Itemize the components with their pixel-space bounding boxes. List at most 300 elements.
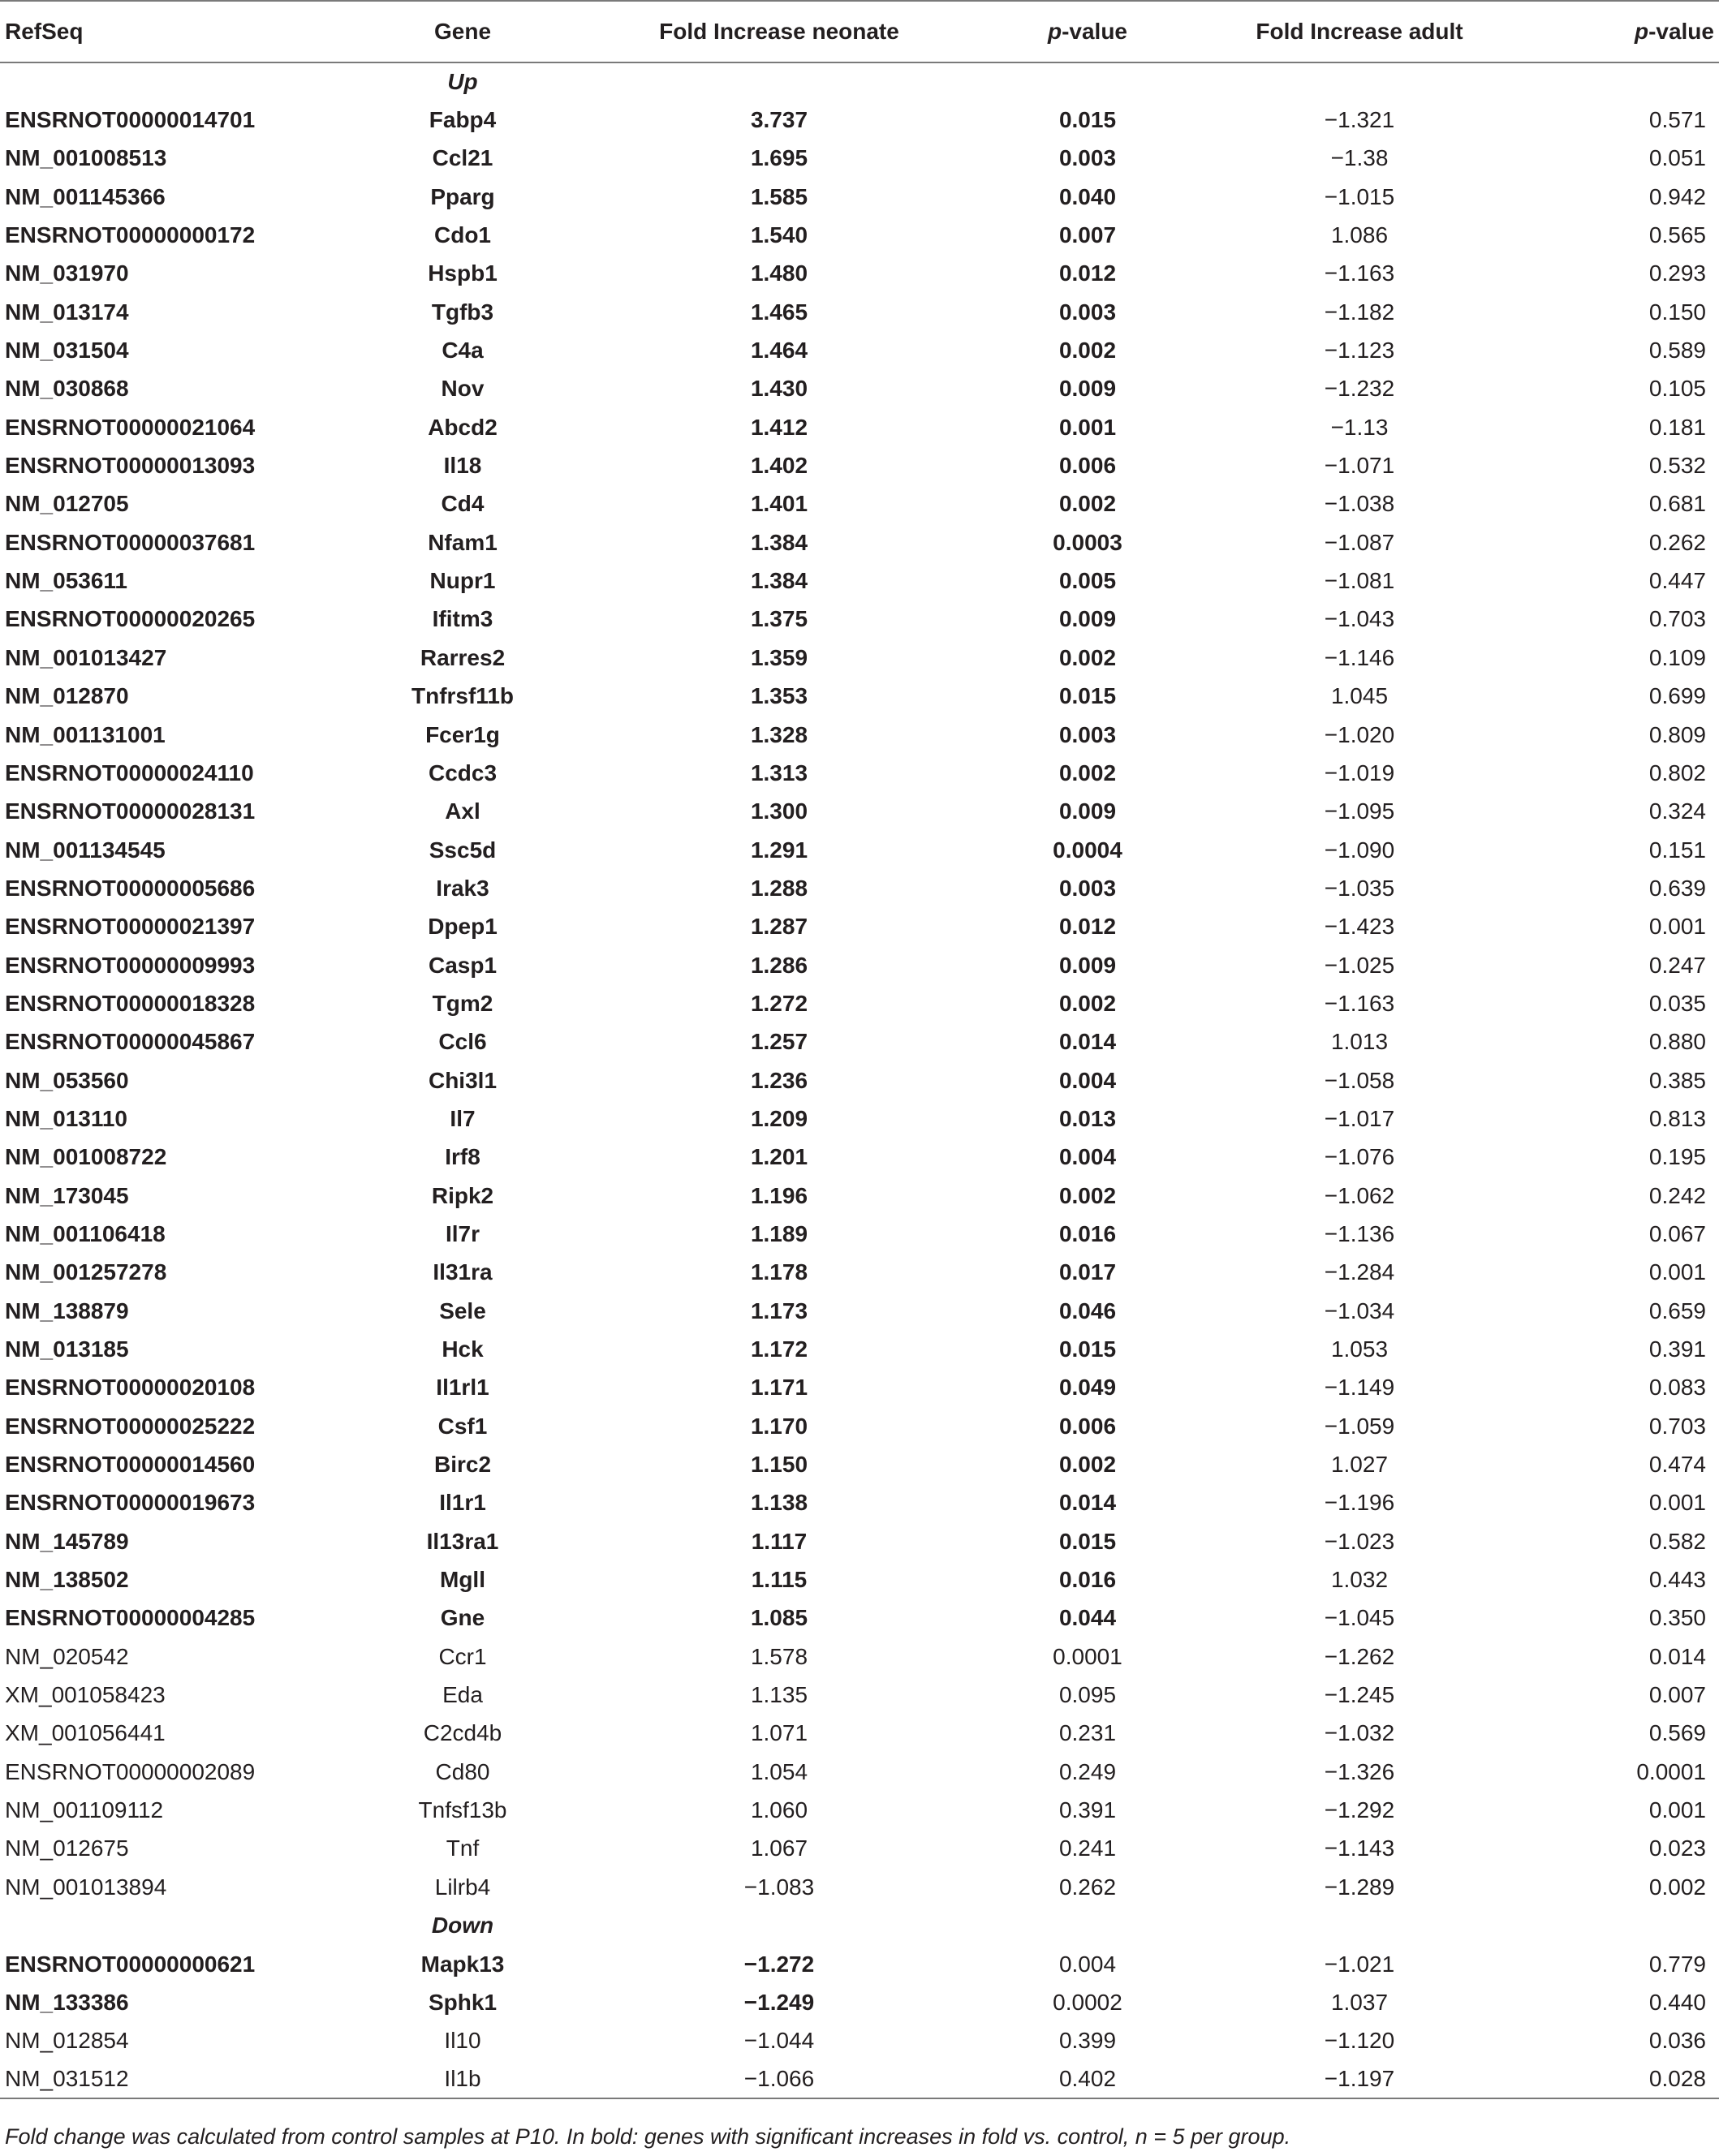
p-value-adult-cell: 0.639 — [1648, 875, 1706, 901]
fold-neonate-cell: 1.209 — [750, 1105, 808, 1131]
section-row-down — [0, 1907, 1719, 1945]
p-value-neonate-cell: 0.004 — [1058, 1144, 1117, 1170]
gene-cell: Il1r1 — [439, 1490, 486, 1516]
fold-neonate-cell: 1.189 — [750, 1220, 808, 1246]
fold-adult-cell: 1.045 — [1330, 683, 1389, 709]
p-value-adult-cell: 0.569 — [1648, 1720, 1706, 1746]
refseq-cell: NM_031512 — [0, 2060, 357, 2098]
p-value-neonate-cell: 0.095 — [1058, 1682, 1117, 1708]
p-value-neonate-cell: 0.009 — [1058, 606, 1117, 632]
fold-adult-cell: 1.027 — [1330, 1452, 1389, 1478]
gene-cell: Irak3 — [436, 875, 489, 901]
refseq-cell: NM_001013894 — [5, 1874, 167, 1900]
refseq-cell: NM_012705 — [5, 491, 129, 517]
refseq-cell: ENSRNOT00000037681 — [5, 529, 256, 555]
gene-cell: Cdo1 — [434, 222, 491, 248]
p-value-neonate-cell: 0.004 — [1058, 1067, 1117, 1093]
table-row — [0, 1945, 1719, 1983]
table-row — [0, 716, 1719, 754]
table-row — [0, 293, 1719, 331]
fold-adult-cell: −1.076 — [1324, 1144, 1395, 1170]
gene-cell: Axl — [445, 798, 480, 824]
fold-adult-cell: −1.015 — [1324, 183, 1395, 209]
table-row — [0, 255, 1719, 293]
fold-neonate-cell: 1.117 — [751, 1528, 808, 1554]
gene-cell: Il13ra1 — [426, 1528, 499, 1554]
fold-neonate-cell: 1.300 — [750, 798, 808, 824]
p-value-adult-cell: 0.109 — [1648, 644, 1706, 670]
p-value-neonate-cell: 0.001 — [1058, 414, 1117, 440]
p-value-adult-cell: 0.001 — [1648, 914, 1706, 940]
refseq-cell: NM_001257278 — [5, 1259, 167, 1285]
gene-cell: Birc2 — [433, 1452, 492, 1478]
table-row — [0, 1522, 1719, 1560]
p-value-adult-cell: 0.681 — [1648, 491, 1706, 517]
p-value-neonate-cell: 0.015 — [1058, 1528, 1117, 1554]
p-value-neonate-cell: 0.005 — [1058, 568, 1117, 594]
fold-adult-cell: −1.289 — [1324, 1874, 1395, 1900]
p-value-adult-cell: 0.151 — [1648, 837, 1706, 863]
table-row — [0, 562, 1719, 600]
fold-adult-cell: −1.090 — [1324, 837, 1395, 863]
fold-neonate-cell: 1.540 — [750, 222, 808, 248]
p-value-neonate-cell: 0.015 — [1058, 683, 1117, 709]
fold-adult-cell: −1.087 — [1324, 529, 1395, 555]
fold-adult-cell: −1.232 — [1324, 376, 1395, 402]
gene-cell: Fcer1g — [425, 721, 500, 747]
table-row — [0, 446, 1719, 484]
table-row — [0, 1100, 1719, 1138]
fold-neonate-cell: 1.695 — [750, 145, 808, 171]
fold-adult-cell: −1.120 — [1324, 2028, 1395, 2054]
table-row — [0, 793, 1719, 831]
refseq-cell: ENSRNOT00000018328 — [5, 990, 256, 1016]
gene-cell: Pparg — [430, 183, 495, 209]
refseq-cell: NM_145789 — [5, 1528, 129, 1554]
p-value-neonate-cell: 0.402 — [990, 2060, 1185, 2098]
fold-neonate-cell: 1.359 — [750, 644, 808, 670]
gene-cell: Gne — [440, 1605, 485, 1631]
p-value-neonate-cell: 0.014 — [1058, 1029, 1117, 1055]
table-row — [0, 1407, 1719, 1445]
p-value-adult-cell: 0.195 — [1648, 1144, 1706, 1170]
fold-neonate-cell: −1.083 — [743, 1874, 815, 1900]
section-label-down: Down — [431, 1913, 494, 1939]
fold-adult-cell: −1.163 — [1324, 990, 1395, 1016]
refseq-cell: NM_013185 — [5, 1336, 129, 1362]
refseq-cell: NM_133386 — [5, 1989, 129, 2015]
fold-neonate-cell: −1.044 — [743, 2028, 815, 2054]
fold-adult-cell: −1.38 — [1330, 145, 1389, 171]
gene-cell: Chi3l1 — [428, 1067, 498, 1093]
fold-neonate-cell: 1.585 — [750, 183, 808, 209]
gene-cell: Irf8 — [445, 1144, 480, 1170]
table-row — [0, 1254, 1719, 1292]
header-p-value-neonate — [990, 1, 1185, 62]
refseq-cell: NM_001013427 — [5, 644, 167, 670]
table-row — [0, 639, 1719, 677]
header-gene: Gene — [357, 1, 568, 62]
gene-cell: Tgfb3 — [431, 299, 494, 325]
p-value-neonate-cell: 0.002 — [1058, 990, 1117, 1016]
p-value-adult-cell: 0.067 — [1648, 1220, 1706, 1246]
p-value-neonate-cell: 0.017 — [1058, 1259, 1117, 1285]
p-value-neonate-cell: 0.002 — [1058, 644, 1117, 670]
p-value-neonate-cell: 0.040 — [1058, 183, 1117, 209]
table-row — [0, 178, 1719, 216]
p-value-neonate-cell: 0.046 — [1058, 1297, 1117, 1323]
p-value-adult-cell: 0.293 — [1648, 260, 1706, 286]
refseq-cell: NM_001145366 — [5, 183, 166, 209]
refseq-cell: NM_053560 — [5, 1067, 129, 1093]
p-value-neonate-cell: 0.241 — [1058, 1835, 1117, 1861]
gene-cell: Ccl21 — [432, 145, 493, 171]
table-row — [0, 1637, 1719, 1676]
p-value-neonate-cell: 0.015 — [1058, 1336, 1117, 1362]
fold-neonate-cell: 1.384 — [750, 529, 808, 555]
gene-cell: Eda — [442, 1682, 483, 1708]
fold-neonate-cell: 1.257 — [750, 1029, 808, 1055]
p-value-adult-cell: 0.001 — [1648, 1259, 1706, 1285]
header-p-suffix: -value — [1062, 19, 1128, 44]
fold-adult-cell: −1.035 — [1324, 875, 1395, 901]
p-value-adult-cell: 0.385 — [1648, 1067, 1706, 1093]
fold-neonate-cell: 1.464 — [750, 338, 808, 364]
table-row — [0, 370, 1719, 408]
table-row — [0, 1215, 1719, 1253]
p-value-neonate-cell: 0.006 — [1058, 1413, 1117, 1439]
refseq-cell: ENSRNOT00000005686 — [5, 875, 256, 901]
table-row — [0, 1369, 1719, 1407]
p-value-adult-cell: 0.391 — [1648, 1336, 1706, 1362]
table-row — [0, 1791, 1719, 1829]
p-value-neonate-cell: 0.0001 — [1053, 1643, 1122, 1669]
fold-adult-cell: 1.037 — [1330, 1989, 1389, 2015]
p-value-neonate-cell: 0.262 — [1058, 1874, 1117, 1900]
table-header — [0, 1, 1719, 62]
refseq-cell: NM_001008513 — [5, 145, 167, 171]
refseq-cell: NM_030868 — [5, 376, 129, 402]
refseq-cell: ENSRNOT00000028131 — [5, 798, 256, 824]
refseq-cell: NM_001109112 — [5, 1797, 164, 1823]
fold-adult-cell: −1.020 — [1324, 721, 1395, 747]
refseq-cell: XM_001058423 — [5, 1682, 166, 1708]
table-row — [0, 1484, 1719, 1522]
fold-adult-cell: −1.062 — [1324, 1182, 1395, 1208]
gene-cell: Casp1 — [428, 952, 498, 978]
p-value-adult-cell: 0.036 — [1648, 2028, 1706, 2054]
fold-neonate-cell: 1.071 — [750, 1720, 808, 1746]
fold-neonate-cell: 1.313 — [750, 760, 808, 785]
fold-neonate-cell: 1.178 — [750, 1259, 808, 1285]
fold-adult-cell: −1.292 — [1324, 1797, 1395, 1823]
table-row — [0, 485, 1719, 523]
p-value-adult-cell: 0.324 — [1648, 798, 1706, 824]
p-value-neonate-cell: 0.009 — [1058, 952, 1117, 978]
fold-neonate-cell: 1.196 — [750, 1182, 808, 1208]
table-row — [0, 408, 1719, 446]
fold-adult-cell: −1.025 — [1324, 952, 1395, 978]
refseq-cell: ENSRNOT00000009993 — [5, 952, 256, 978]
fold-adult-cell: −1.13 — [1330, 414, 1389, 440]
p-value-adult-cell: 0.813 — [1648, 1105, 1706, 1131]
fold-neonate-cell: 1.135 — [750, 1682, 808, 1708]
fold-adult-cell: 1.032 — [1330, 1567, 1389, 1593]
gene-cell: Hck — [442, 1336, 484, 1362]
fold-neonate-cell: 1.287 — [750, 914, 808, 940]
fold-neonate-cell: 1.291 — [750, 837, 808, 863]
refseq-cell: ENSRNOT00000004285 — [5, 1605, 256, 1631]
refseq-cell: NM_012675 — [5, 1835, 129, 1861]
fold-adult-cell: 1.053 — [1330, 1336, 1389, 1362]
refseq-cell: ENSRNOT00000000172 — [5, 222, 256, 248]
fold-neonate-cell: −1.272 — [743, 1951, 815, 1977]
p-value-neonate-cell: 0.004 — [1058, 1951, 1117, 1977]
p-value-neonate-cell: 0.249 — [1058, 1758, 1117, 1784]
p-value-adult-cell: 0.035 — [1648, 990, 1706, 1016]
header-p-value-adult — [1534, 1, 1719, 62]
gene-cell: Tgm2 — [432, 990, 493, 1016]
refseq-cell: ENSRNOT00000020265 — [5, 606, 256, 632]
p-value-neonate-cell: 0.014 — [1058, 1490, 1117, 1516]
fold-neonate-cell: 1.328 — [750, 721, 808, 747]
fold-neonate-cell: 1.480 — [750, 260, 808, 286]
p-value-adult-cell: 0.809 — [1648, 721, 1706, 747]
gene-cell: Tnfsf13b — [418, 1797, 507, 1823]
fold-neonate-cell: 1.430 — [750, 376, 808, 402]
p-value-adult-cell: 0.083 — [1648, 1375, 1706, 1401]
refseq-cell: ENSRNOT00000021397 — [5, 914, 256, 940]
fold-adult-cell: −1.163 — [1324, 260, 1395, 286]
fold-neonate-cell: 1.353 — [750, 683, 808, 709]
p-value-neonate-cell: 0.002 — [1058, 491, 1117, 517]
p-value-neonate-cell: 0.044 — [1058, 1605, 1117, 1631]
fold-adult-cell: −1.321 — [1324, 107, 1395, 133]
gene-cell: C2cd4b — [423, 1720, 502, 1746]
table-row — [0, 1177, 1719, 1215]
p-value-adult-cell: 0.242 — [1648, 1182, 1706, 1208]
table-row — [0, 984, 1719, 1022]
fold-neonate-cell: 1.465 — [750, 299, 808, 325]
table-footnote: Fold change was calculated from control samples at P10. In bold: genes with significant increases in fold vs. control, n = 5 per group. — [5, 2124, 1291, 2149]
table-row — [0, 1599, 1719, 1637]
gene-cell: Ccdc3 — [428, 760, 498, 785]
table-row — [0, 101, 1719, 139]
table-row — [0, 1138, 1719, 1177]
table-row — [0, 2022, 1719, 2060]
gene-cell: Il7 — [450, 1105, 476, 1131]
table-row — [0, 1061, 1719, 1100]
p-value-adult-cell: 0.247 — [1648, 952, 1706, 978]
fold-neonate-cell: 1.286 — [750, 952, 808, 978]
fold-adult-cell: −1.123 — [1324, 338, 1395, 364]
table-row — [0, 523, 1719, 562]
fold-neonate-cell: 1.384 — [750, 568, 808, 594]
p-value-neonate-cell: 0.003 — [1058, 721, 1117, 747]
table-row — [0, 908, 1719, 946]
section-row-up — [0, 62, 1719, 101]
fold-neonate-cell: 1.170 — [750, 1413, 808, 1439]
fold-neonate-cell: 1.578 — [750, 1643, 808, 1669]
fold-adult-cell: 1.086 — [1330, 222, 1389, 248]
table-row — [0, 1830, 1719, 1868]
gene-cell: Ssc5d — [429, 837, 497, 863]
refseq-cell: NM_020542 — [5, 1643, 129, 1669]
header-p-italic: p — [1634, 19, 1649, 44]
refseq-cell: NM_013174 — [5, 299, 129, 325]
p-value-adult-cell: 0.659 — [1648, 1297, 1706, 1323]
p-value-adult-cell: 0.942 — [1648, 183, 1706, 209]
table-row — [0, 678, 1719, 716]
header-fold-neonate: Fold Increase neonate — [568, 1, 990, 62]
fold-neonate-cell: 1.201 — [750, 1144, 808, 1170]
fold-adult-cell: −1.146 — [1324, 644, 1395, 670]
refseq-cell: ENSRNOT00000045867 — [5, 1029, 256, 1055]
p-value-neonate-cell: 0.231 — [1058, 1720, 1117, 1746]
table-row — [0, 1676, 1719, 1714]
fold-adult-cell: −1.284 — [1324, 1259, 1395, 1285]
gene-cell: Ripk2 — [431, 1182, 494, 1208]
fold-neonate-cell: 1.172 — [750, 1336, 808, 1362]
p-value-neonate-cell: 0.0004 — [1053, 837, 1122, 863]
gene-cell: Rarres2 — [420, 644, 506, 670]
gene-cell: Il18 — [443, 453, 482, 479]
p-value-neonate-cell: 0.012 — [1058, 914, 1117, 940]
fold-adult-cell: −1.023 — [1324, 1528, 1395, 1554]
refseq-cell: ENSRNOT00000013093 — [5, 453, 256, 479]
p-value-adult-cell: 0.028 — [1534, 2060, 1719, 2098]
gene-cell: Abcd2 — [428, 414, 498, 440]
fold-neonate-cell: 1.401 — [750, 491, 808, 517]
refseq-cell: ENSRNOT00000002089 — [5, 1758, 256, 1784]
fold-adult-cell: −1.043 — [1324, 606, 1395, 632]
gene-cell: Sphk1 — [428, 1989, 498, 2015]
table-row — [0, 1330, 1719, 1368]
gene-cell: Tnfrsf11b — [411, 683, 515, 709]
fold-adult-cell: −1.058 — [1324, 1067, 1395, 1093]
refseq-cell: NM_031504 — [5, 338, 129, 364]
p-value-adult-cell: 0.150 — [1648, 299, 1706, 325]
p-value-neonate-cell: 0.0002 — [1053, 1989, 1122, 2015]
p-value-adult-cell: 0.007 — [1648, 1682, 1706, 1708]
p-value-neonate-cell: 0.009 — [1058, 798, 1117, 824]
p-value-adult-cell: 0.571 — [1648, 107, 1706, 133]
refseq-cell: NM_053611 — [5, 568, 128, 594]
fold-adult-cell: −1.038 — [1324, 491, 1395, 517]
gene-cell: Hspb1 — [428, 260, 498, 286]
header-fold-adult: Fold Increase adult — [1185, 1, 1534, 62]
gene-cell: Nov — [441, 376, 485, 402]
p-value-neonate-cell: 0.002 — [1058, 338, 1117, 364]
fold-adult-cell: −1.045 — [1324, 1605, 1395, 1631]
p-value-neonate-cell: 0.0003 — [1053, 529, 1122, 555]
p-value-neonate-cell: 0.399 — [1058, 2028, 1117, 2054]
table-row — [0, 1753, 1719, 1791]
fold-neonate-cell: 1.412 — [750, 414, 808, 440]
table-row — [0, 331, 1719, 369]
refseq-cell: ENSRNOT00000020108 — [5, 1375, 256, 1401]
p-value-adult-cell: 0.181 — [1648, 414, 1706, 440]
gene-cell: Il1b — [357, 2060, 568, 2098]
fold-adult-cell: −1.021 — [1324, 1951, 1395, 1977]
p-value-adult-cell: 0.565 — [1648, 222, 1706, 248]
fold-adult-cell: −1.059 — [1324, 1413, 1395, 1439]
p-value-neonate-cell: 0.002 — [1058, 1452, 1117, 1478]
p-value-adult-cell: 0.440 — [1648, 1989, 1706, 2015]
p-value-neonate-cell: 0.009 — [1058, 376, 1117, 402]
refseq-cell: NM_031970 — [5, 260, 129, 286]
p-value-neonate-cell: 0.003 — [1058, 145, 1117, 171]
fold-neonate-cell: 1.171 — [750, 1375, 808, 1401]
p-value-neonate-cell: 0.049 — [1058, 1375, 1117, 1401]
p-value-adult-cell: 0.443 — [1648, 1567, 1706, 1593]
fold-adult-cell: −1.071 — [1324, 453, 1395, 479]
fold-neonate-cell: 1.150 — [750, 1452, 808, 1478]
fold-neonate-cell: 1.115 — [751, 1567, 808, 1593]
table-row — [0, 831, 1719, 869]
p-value-adult-cell: 0.002 — [1648, 1874, 1706, 1900]
fold-adult-cell: −1.081 — [1324, 568, 1395, 594]
table-row — [0, 600, 1719, 639]
refseq-cell: ENSRNOT00000000621 — [5, 1951, 256, 1977]
p-value-neonate-cell: 0.007 — [1058, 222, 1117, 248]
p-value-neonate-cell: 0.003 — [1058, 299, 1117, 325]
refseq-cell: NM_138879 — [5, 1297, 129, 1323]
fold-neonate-cell: −1.249 — [743, 1989, 815, 2015]
fold-neonate-cell: 1.272 — [750, 990, 808, 1016]
gene-cell: Lilrb4 — [434, 1874, 491, 1900]
fold-neonate-cell: 1.236 — [750, 1067, 808, 1093]
p-value-adult-cell: 0.802 — [1648, 760, 1706, 785]
fold-neonate-cell: 3.737 — [750, 107, 808, 133]
table-row — [0, 1983, 1719, 2021]
fold-adult-cell: −1.095 — [1324, 798, 1395, 824]
table-row — [0, 869, 1719, 907]
p-value-neonate-cell: 0.012 — [1058, 260, 1117, 286]
table-row — [0, 1445, 1719, 1483]
fold-neonate-cell: 1.054 — [750, 1758, 808, 1784]
gene-cell: Mapk13 — [420, 1951, 505, 1977]
fold-adult-cell: −1.034 — [1324, 1297, 1395, 1323]
refseq-cell: ENSRNOT00000019673 — [5, 1490, 256, 1516]
gene-cell: Nupr1 — [429, 568, 496, 594]
p-value-adult-cell: 0.589 — [1648, 338, 1706, 364]
p-value-adult-cell: 0.447 — [1648, 568, 1706, 594]
fold-neonate-cell: −1.066 — [568, 2060, 990, 2098]
refseq-cell: ENSRNOT00000014560 — [5, 1452, 256, 1478]
fold-neonate-cell: 1.402 — [750, 453, 808, 479]
table-row — [0, 2060, 1719, 2098]
gene-cell: Ccl6 — [438, 1029, 487, 1055]
refseq-cell: NM_001131001 — [5, 721, 166, 747]
p-value-adult-cell: 0.474 — [1648, 1452, 1706, 1478]
p-value-adult-cell: 0.350 — [1648, 1605, 1706, 1631]
p-value-neonate-cell: 0.003 — [1058, 875, 1117, 901]
table-row — [0, 1715, 1719, 1753]
refseq-cell: NM_173045 — [5, 1182, 129, 1208]
refseq-cell: ENSRNOT00000025222 — [5, 1413, 256, 1439]
gene-cell: C4a — [442, 338, 484, 364]
gene-cell: Il7r — [445, 1220, 480, 1246]
fold-adult-cell: −1.017 — [1324, 1105, 1395, 1131]
p-value-adult-cell: 0.014 — [1648, 1643, 1706, 1669]
p-value-neonate-cell: 0.006 — [1058, 453, 1117, 479]
gene-cell: Ccr1 — [438, 1643, 487, 1669]
gene-cell: Il1rl1 — [436, 1375, 489, 1401]
gene-cell: Dpep1 — [428, 914, 498, 940]
refseq-cell: NM_012854 — [5, 2028, 129, 2054]
refseq-cell: NM_013110 — [5, 1105, 128, 1131]
